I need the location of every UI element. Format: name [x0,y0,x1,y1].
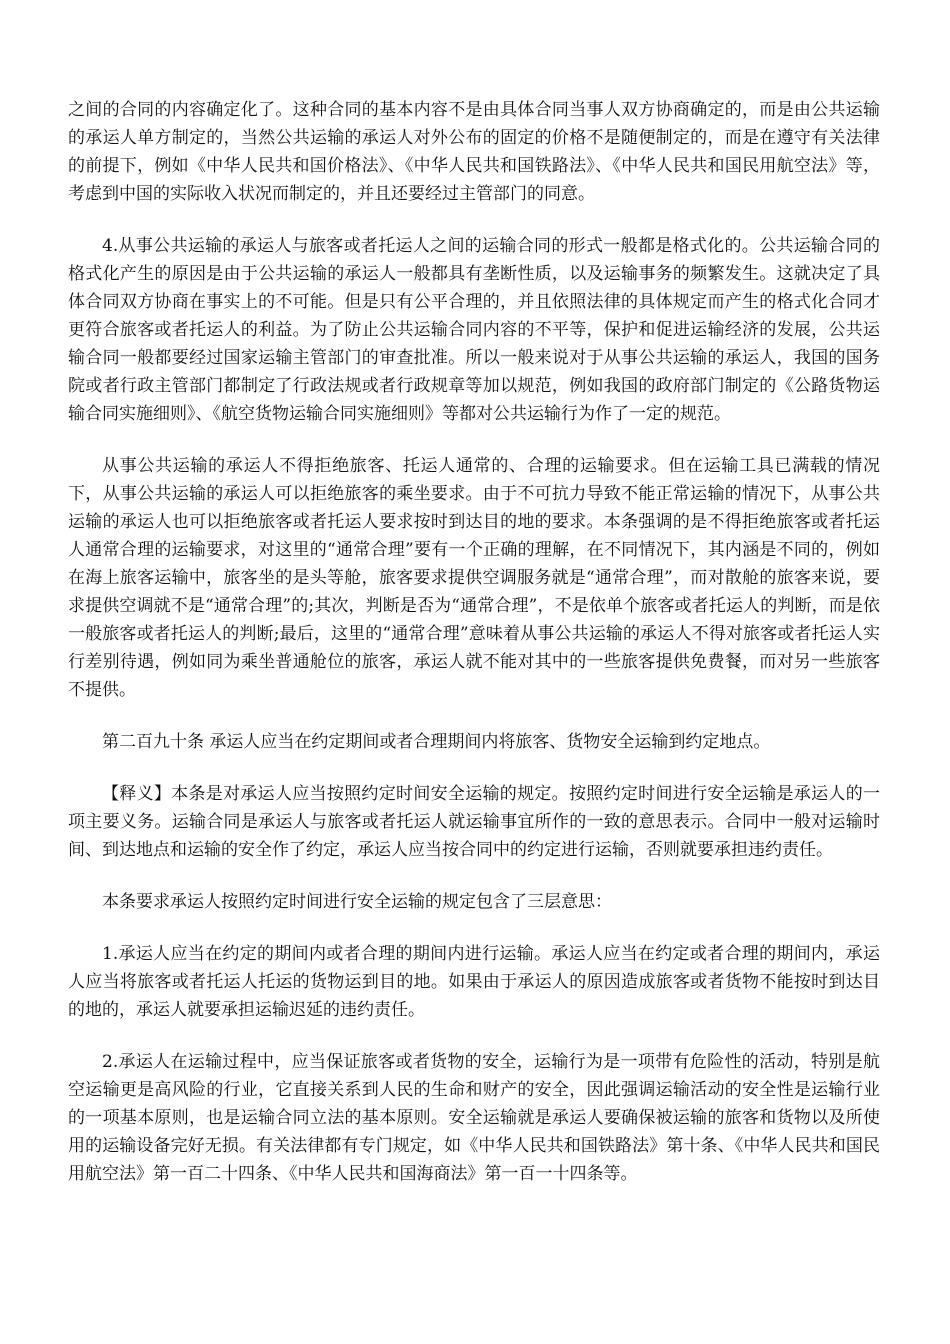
paragraph-1: 之间的合同的内容确定化了。这种合同的基本内容不是由具体合同当事人双方协商确定的，而是由公共运输的承运人单方制定的，当然公共运输的承运人对外公布的固定的价格不是随便制定的，而是在遵守有关法律的前提下，例如《中华人民共和国价格法》、《中华人民共和国铁路法》、《中华人民共和国民用航空法》等，考虑到中国的实际收入状况而制定的，并且还要经过主管部门的同意。 [68,100,880,204]
paragraph-5-interpretation: 【释义】本条是对承运人应当按照约定时间安全运输的规定。按照约定时间进行安全运输是承运人的一项主要义务。运输合同是承运人与旅客或者托运人就运输事宜所作的一致的意思表示。合同中一般对运输时间、到达地点和运输的安全作了约定，承运人应当按合同中的约定进行运输，否则就要承担违约责任。 [68,784,880,860]
paragraph-2: 4.从事公共运输的承运人与旅客或者托运人之间的运输合同的形式一般都是格式化的。公共运输合同的格式化产生的原因是由于公共运输的承运人一般都具有垄断性质，以及运输事务的频繁发生。这就决定了具体合同双方协商在事实上的不可能。但是只有公平合理的，并且依照法律的具体规定而产生的格式化合同才更符合旅客或者托运人的利益。为了防止公共运输合同内容的不平等，保护和促进运输经济的发展，公共运输合同一般都要经过国家运输主管部门的审查批准。所以一般来说对于从事公共运输的承运人，我国的国务院或者行政主管部门都制定了行政法规或者行政规章等加以规范，例如我国的政府部门制定的《公路货物运输合同实施细则》、《航空货物运输合同实施细则》等都对公共运输行为作了一定的规范。 [68,236,880,424]
document-body [68,96,880,1212]
paragraph-3: 从事公共运输的承运人不得拒绝旅客、托运人通常的、合理的运输要求。但在运输工具已满载的情况下，从事公共运输的承运人可以拒绝旅客的乘坐要求。由于不可抗力导致不能正常运输的情况下，从事公共运输的承运人也可以拒绝旅客或者托运人要求按时到达目的地的要求。本条强调的是不得拒绝旅客或者托运人通常合理的运输要求，对这里的“通常合理”要有一个正确的理解，在不同情况下，其内涵是不同的，例如在海上旅客运输中，旅客坐的是头等舱，旅客要求提供空调服务就是“通常合理”，而对散舱的旅客来说，要求提供空调就不是“通常合理”的;其次，判断是否为“通常合理”，不是依单个旅客或者托运人的判断，而是依一般旅客或者托运人的判断;最后，这里的“通常合理”意味着从事公共运输的承运人不得对旅客或者托运人实行差别待遇，例如同为乘坐普通舱位的旅客，承运人就不能对其中的一些旅客提供免费餐，而对另一些旅客不提供。 [68,456,880,700]
paragraph-6: 本条要求承运人按照约定时间进行安全运输的规定包含了三层意思： [102,892,612,912]
paragraph-4-article-title: 第二百九十条 承运人应当在约定期间或者合理期间内将旅客、货物安全运输到约定地点。 [102,732,771,752]
paragraph-8: 2.承运人在运输过程中，应当保证旅客或者货物的安全，运输行为是一项带有危险性的活动，特别是航空运输更是高风险的行业，它直接关系到人民的生命和财产的安全，因此强调运输活动的安全性是运输行业的一项基本原则，也是运输合同立法的基本原则。安全运输就是承运人要确保被运输的旅客和货物以及所使用的运输设备完好无损。有关法律都有专门规定，如《中华人民共和国铁路法》第十条、《中华人民共和国民用航空法》第一百二十四条、《中华人民共和国海商法》第一百一十四条等。 [68,1052,880,1184]
paragraph-7: 1.承运人应当在约定的期间内或者合理的期间内进行运输。承运人应当在约定或者合理的期间内，承运人应当将旅客或者托运人托运的货物运到目的地。如果由于承运人的原因造成旅客或者货物不能按时到达目的地的，承运人就要承担运输迟延的违约责任。 [68,944,880,1020]
